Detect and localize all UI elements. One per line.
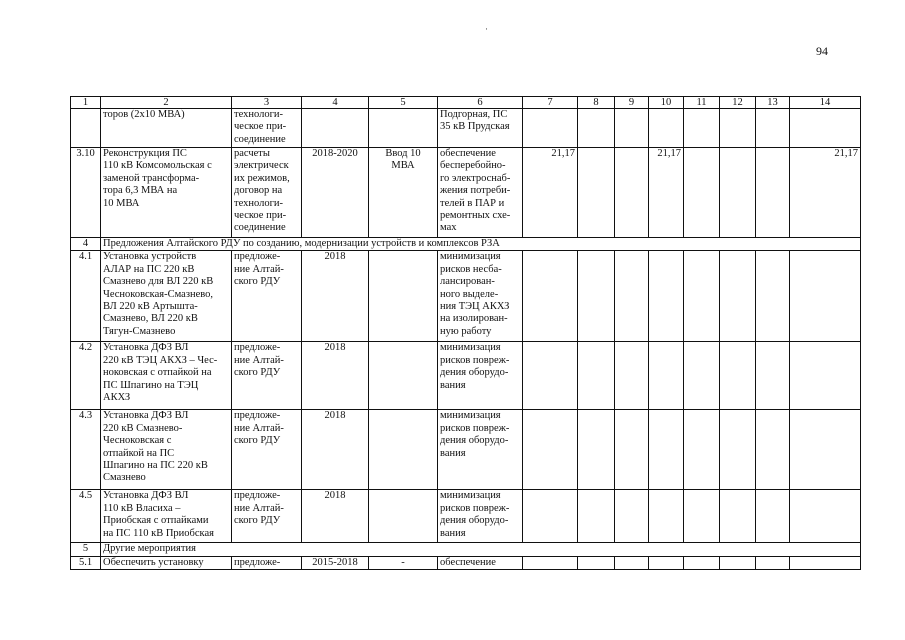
cell-object: торов (2х10 МВА) (101, 109, 232, 148)
cell-basis: предложе- ние Алтай- ского РДУ (232, 490, 302, 543)
cell-purpose: минимизация рисков повреж- дения оборудо- вания (438, 342, 523, 410)
header-cell: 12 (720, 97, 756, 109)
table-row (71, 109, 861, 148)
scan-speck: · (485, 24, 488, 34)
cell-number: 4.1 (71, 251, 101, 342)
cell-number: 5.1 (71, 556, 101, 569)
cell-value: 21,17 (523, 148, 578, 238)
cell-basis: предложе- ние Алтай- ского РДУ (232, 342, 302, 410)
cell-purpose: обеспечение (438, 556, 523, 569)
header-cell: 10 (649, 97, 684, 109)
cell-period: 2018 (302, 251, 369, 342)
section-title: Предложения Алтайского РДУ по созданию, модернизации устройств и комплексов РЗА (101, 238, 861, 251)
header-cell: 11 (684, 97, 720, 109)
header-cell: 2 (101, 97, 232, 109)
header-cell: 14 (790, 97, 861, 109)
table-row (71, 251, 861, 342)
measures-table (70, 96, 861, 570)
cell-number: 4.2 (71, 342, 101, 410)
cell-value: 21,17 (790, 148, 861, 238)
header-cell: 3 (232, 97, 302, 109)
header-cell: 1 (71, 97, 101, 109)
cell-purpose: Подгорная, ПС 35 кВ Прудская (438, 109, 523, 148)
header-cell: 9 (615, 97, 649, 109)
header-row (71, 97, 861, 109)
cell-object: Установка ДФЗ ВЛ 220 кВ ТЭЦ АКХЗ – Чес- ноковская с отпайкой на ПС Шпагино на ТЭЦ АКХЗ (101, 342, 232, 410)
header-cell: 4 (302, 97, 369, 109)
section-row (71, 238, 861, 251)
cell-value: 21,17 (649, 148, 684, 238)
table-row (71, 556, 861, 569)
section-row (71, 543, 861, 556)
cell-purpose: минимизация рисков повреж- дения оборудо- вания (438, 490, 523, 543)
cell-basis: предложе- ние Алтай- ского РДУ (232, 251, 302, 342)
cell-result: Ввод 10 МВА (369, 148, 438, 238)
cell-basis: технологи- ческое при- соединение (232, 109, 302, 148)
cell-object: Обеспечить установку (101, 556, 232, 569)
section-number: 4 (71, 238, 101, 251)
cell-object: Установка ДФЗ ВЛ 220 кВ Смазнево- Чесноковская с отпайкой на ПС Шпагино на ПС 220 кВ Смазнево (101, 410, 232, 490)
cell-period: 2018 (302, 410, 369, 490)
header-cell: 7 (523, 97, 578, 109)
cell-number: 3.10 (71, 148, 101, 238)
cell-period: 2018-2020 (302, 148, 369, 238)
section-number: 5 (71, 543, 101, 556)
table-row (71, 342, 861, 410)
header-cell: 8 (578, 97, 615, 109)
header-cell: 5 (369, 97, 438, 109)
table-row (71, 148, 861, 238)
header-cell: 13 (756, 97, 790, 109)
cell-purpose: минимизация рисков повреж- дения оборудо- вания (438, 410, 523, 490)
cell-basis: расчеты электрическ их режимов, договор на технологи- ческое при- соединение (232, 148, 302, 238)
cell-number: 4.3 (71, 410, 101, 490)
cell-period: 2018 (302, 490, 369, 543)
section-title: Другие мероприятия (101, 543, 861, 556)
cell-purpose: обеспечение бесперебойно- го электроснаб- жения потреби- телей в ПАР и ремонтных схе- мах (438, 148, 523, 238)
cell-object: Установка устройств АЛАР на ПС 220 кВ Смазнево для ВЛ 220 кВ Чесноковская-Смазнево, ВЛ 220 кВ Артышта- Смазнево, ВЛ 220 кВ Тягун-Смазнево (101, 251, 232, 342)
header-cell: 6 (438, 97, 523, 109)
cell-period: 2015-2018 (302, 556, 369, 569)
cell-period: 2018 (302, 342, 369, 410)
cell-basis: предложе- ние Алтай- ского РДУ (232, 410, 302, 490)
cell-number: 4.5 (71, 490, 101, 543)
cell-result: - (369, 556, 438, 569)
cell-basis: предложе- (232, 556, 302, 569)
cell-object: Реконструкция ПС 110 кВ Комсомольская с заменой трансформа- тора 6,3 МВА на 10 МВА (101, 148, 232, 238)
cell-purpose: минимизация рисков несба- лансирован- ного выделе- ния ТЭЦ АКХЗ на изолирован- ную работу (438, 251, 523, 342)
table-row (71, 490, 861, 543)
page-number: 94 (816, 44, 828, 58)
cell-object: Установка ДФЗ ВЛ 110 кВ Власиха – Приобская с отпайками на ПС 110 кВ Приобская (101, 490, 232, 543)
table-row (71, 410, 861, 490)
